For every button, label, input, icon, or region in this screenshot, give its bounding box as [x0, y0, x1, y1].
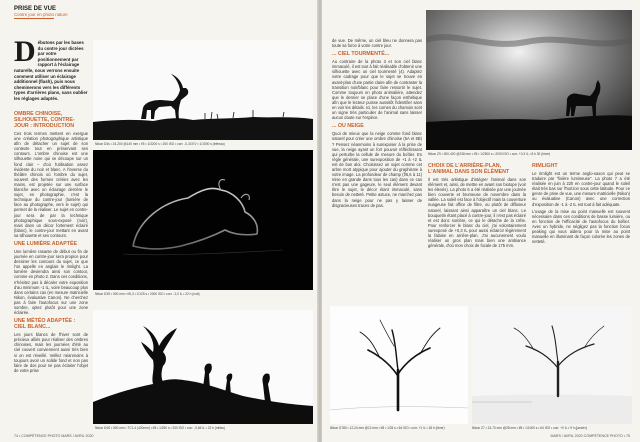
subheading: CHOIX DE L'ARRIÈRE-PLAN, L'ANIMAL DANS SON ÉLÉMENT — [428, 163, 510, 175]
right-text-column-c — [532, 160, 630, 300]
left-text-column — [14, 108, 88, 430]
photo-tree-snow-5a — [330, 306, 468, 424]
body-paragraph: Au contraire de la photo 3 et son ciel blanc immaculé, il est tout à fait réalisable d'obtenir une silhouette avec un ciel tourmenté (4). Adaptez votre cadrage pour que le sujet se trouve en avant-plan d'une partie claire afin de contraster la transition noir/blanc pour faire ressortir le sujet. Comme toujours en photo animalière, attendez que le dernier se place d'une façon esthétique afin que le lecteur puisse aussitôt l'identifier sans en voir les détails. Ici, les cornes du chamois sont un signe très particulier de l'animal sans laisser aucun doute sur l'espèce. — [332, 59, 422, 121]
body-paragraph: L'usage de la mise au point manuelle est souvent nécessaire dans ces conditions de basse lumière, ou en fonction de l'efficacité de l'autofocus du boîtier. Avec un hybride, ne négligez pas la fonction focus peaking qui vous aidera pour la mise au point manuelle en illuminant de façon colorée les zones de netteté. — [532, 208, 630, 245]
subheading: ... OU NEIGE — [332, 123, 364, 130]
photo1-caption: Nikon D3s • 24-200 @140 mm • f/5 • 1/3200 s • 200 ISO • corr. -0,33 EV • 1/1000 s (tréteau) — [95, 142, 225, 146]
subheading: ... CIEL TOURMENTÉ... — [332, 51, 390, 58]
body-paragraph: Quoi de mieux que la neige comme fond blanc naturel pour créer une ombre chinoise (5A et 5B) ? Pensez néanmoins à surexposer à la prise de vue, la neige ayant un fort pouvoir réfléchissant qui perturbe la cellule de mesure du boîtier. En règle générale, une surexposition de +1 à +2 IL est de bon aloi. Choisissez un sujet comme cet arbre mort atypique pour ajouter du graphisme à votre image. La profondeur de champ (f/5,6 à 11) mise en grande dans tous les cas) dans ce cas n'est pas une gageure, le seul élément devant être le sujet, le décor étant immaculé, sans besoin de netteté. Petite astuce, ne marchez pas dans la neige pour ne pas y laisser de disgracieuses traces de pas. — [332, 131, 422, 208]
body-paragraph: Le rimlight est un terme anglo-saxon qui peut se traduire par "lisière lumineuse". La photo 7 a été réalisée en juin à 22h en contre-jour quand le soleil était très bas sur l'horizon sous cette latitude. Pour ce genre de prise de vue, une mesure matricielle (Nikon) ou évaluative (Canon) avec une correction d'exposition de -1 à -2 IL est tout à fait adéquate. — [532, 171, 630, 207]
photo2-caption: Nikon D3S • 500 mm • f/6,3 • 1/125 s • 2000 ISO • corr. -2,0 IL • 22 h (nuit) — [95, 292, 200, 296]
subheading: RIMLIGHT — [532, 163, 558, 169]
section-subtitle: Contre jour en photo nature — [14, 12, 68, 17]
page-folio-right: MARS / AVRIL 2020 COMPÉTENCE PHOTO • 75 — [550, 434, 630, 438]
body-paragraph: Ces trois termes mettent en exergue une création photographique artistique afin de détacher un sujet de son contexte tout en préservant ses contours. L'ombre chinoise est une silhouette noire qui se découpe sur un fond clair – d'où l'utilisation assez évidente du noir et blanc. A l'inverse du théâtre chinois où l'ombre du sujet, souvent des formes créées avec les mains, est projetée sur une surface blanche avec un éclairage derrière le sujet, en photographie, c'est la technique du contre-jour (lumière de face au photographe, vers le sujet) qui permet de la réaliser. Le sujet en contre-jour sera de par la technique photographique sous-exposé (noir), mais dans un décor fortement éclairé (blanc), le contre-jour mettant en avant sa silhouette et ses contours. — [14, 131, 88, 238]
section-header — [14, 6, 68, 19]
photo-tree-snow-5b — [472, 306, 632, 424]
subheading: UNE LUMIÈRE ADAPTÉE — [14, 240, 78, 247]
subheading: OMBRE CHINOISE, SILHOUETTE, CONTRE-JOUR : INTRODUCTION — [14, 111, 75, 129]
right-text-column-a — [332, 38, 422, 300]
body-paragraph: Une lumière rasante de début ou fin de journée en contre-jour sera propice pour dessiner les contours du sujet, ce que l'on appelle en anglais le rimlight. La lumière deviendra ainsi son contour, comme en photo 2. Dans ces conditions, n'hésitez pas à décaler votre exposition d'au minimum -1 IL, voire beaucoup plus dans certains cas (en mesure matricielle Nikon, évaluative Canon). Ne cherchez pas à faire l'autofocus sur une zone sombre, optez plutôt pour une zone éclairée. — [14, 248, 88, 316]
photo-bear-rimlight — [93, 150, 313, 290]
photo3-caption: Nikon D4S • 500 mm • TC1.4 (420mm) • f/8 • 1/250 s • 200 ISO • corr. -0,66 IL • 22 h (milieu) — [95, 426, 226, 430]
body-paragraph: Il est très artistique d'intégrer l'animal dans son élément et, ainsi, de mettre en avant son biotope (voir les élevés). La photo 6 a été réalisée par une journée bien couverte et brumeuse de novembre dans la vallée. La soleil est face à l'objectif mais la couverture nuageuse fait office de filtre, ou plutôt de diffuseur naturel, laissant ainsi apparaître un ciel blanc. Le bouquetin étant placé à contre-jour, il n'est pas éclairé et est donc sombre, ce qui le détache de la crête. Pour renforcer le blanc du ciel, j'ai volontairement surexposé de +0,3 IL pour aussi éclaircir légèrement la falaise en arrière-plan. J'ai aucunement voulu réaliser un gros plan mais bien une ambiance générale, d'où mon choix de focale de 175 mm. — [428, 177, 526, 249]
lead-paragraph — [14, 40, 88, 102]
page-folio-left: 74 • COMPÉTENCE PHOTO MARS / AVRIL 2020 — [14, 434, 94, 438]
body-paragraph: de vue. De même, un ciel bleu ne donnera pas toute sa force à votre contre jour. — [332, 38, 422, 49]
photo-cormorants-silhouette — [93, 310, 313, 424]
subheading: UNE MÉTÉO ADAPTÉE : CIEL BLANC... — [14, 318, 76, 331]
photo5b-caption: Nikon Z7 • 24-70 mm @28 mm • f/8 • 1/1000 s • 64 ISO • corr. +0 IL • 9 h (janvier) — [472, 426, 587, 430]
section-title: PRISE DE VUE — [14, 6, 57, 12]
photo5a-caption: Nikon D780 • 12-24 mm @12 mm • f/8 • 1/25 s • 64 ISO • corr. +1 IL • 18 h (hiver) — [330, 426, 445, 430]
photo-chamois-stormy-sky — [426, 10, 632, 150]
drop-cap: D — [14, 40, 36, 68]
left-page — [0, 0, 318, 442]
right-page — [322, 0, 640, 442]
photo-ibex-silhouette — [93, 40, 313, 140]
right-text-column-b — [428, 160, 526, 300]
photo4-caption: Nikon Z9 • 300-400 @238 mm • f/5 • 1/2500 s • 2000 ISO • corr. +0,3 IL • 8 h 30 (hiver) — [428, 152, 551, 156]
section-rule — [14, 18, 54, 19]
lead-text: ébutons par les bases du contre jour dictées par votre positionnement par rapport à l'éclairage naturelle, nous verrons ensuite comment utiliser un éclairage additionnel (flash), puis nous cheminerons vers les différents types d'arrières plans, sans oublier les réglages adaptés. — [14, 40, 88, 101]
body-paragraph: Les jours blancs de l'hiver sont de précieux alliés pour réaliser des ombres chinoises, mais les journées d'été au ciel couvert conviennent aussi très bien si on est réveillé. Veillez néanmoins à toujours avoir un solide fond et non pas faire de dos pour ne pas éclairer l'objet de votre prise — [14, 332, 88, 373]
